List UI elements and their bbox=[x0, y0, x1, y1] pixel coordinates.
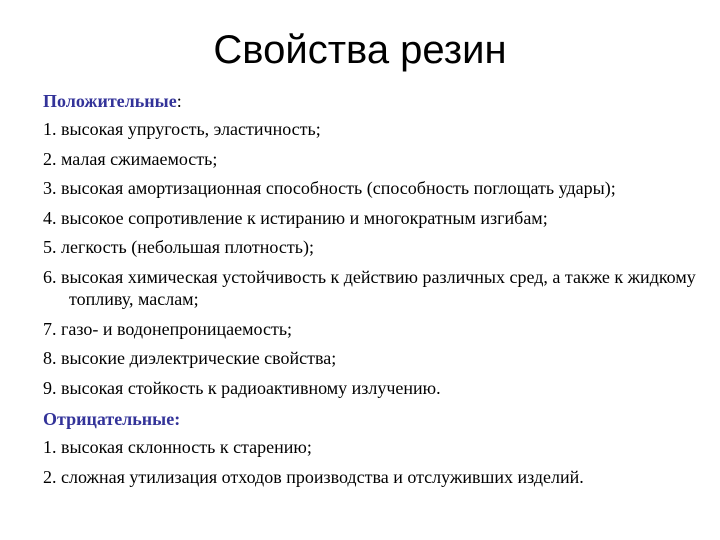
positive-heading-label: Положительные bbox=[43, 91, 177, 111]
negative-item: 1. высокая склонность к старению; bbox=[43, 437, 312, 457]
slide-title: Свойства резин bbox=[213, 28, 507, 72]
negative-item: 2. сложная утилизация отходов производства и отслуживших изделий. bbox=[43, 466, 584, 487]
positive-item: 8. высокие диэлектрические свойства; bbox=[43, 348, 337, 368]
positive-item: 6. высокая химическая устойчивость к действию различных сред, а также к жидкому топливу, маслам; bbox=[43, 266, 696, 309]
positive-heading bbox=[43, 88, 703, 114]
positive-item: 5. легкость (небольшая плотность); bbox=[43, 237, 314, 257]
positive-item: 1. высокая упругость, эластичность; bbox=[43, 119, 321, 139]
negative-heading: Отрицательные: bbox=[43, 409, 181, 429]
properties-list bbox=[43, 88, 703, 495]
positive-item: 9. высокая стойкость к радиоактивному излучению. bbox=[43, 377, 441, 398]
positive-item: 7. газо- и водонепроницаемость; bbox=[43, 318, 293, 339]
positive-item: 4. высокое сопротивление к истиранию и многократным изгибам; bbox=[43, 207, 548, 228]
positive-item: 2. малая сжимаемость; bbox=[43, 148, 218, 169]
positive-heading-colon: : bbox=[176, 91, 182, 111]
positive-item: 3. высокая амортизационная способность (способность поглощать удары); bbox=[43, 178, 616, 198]
